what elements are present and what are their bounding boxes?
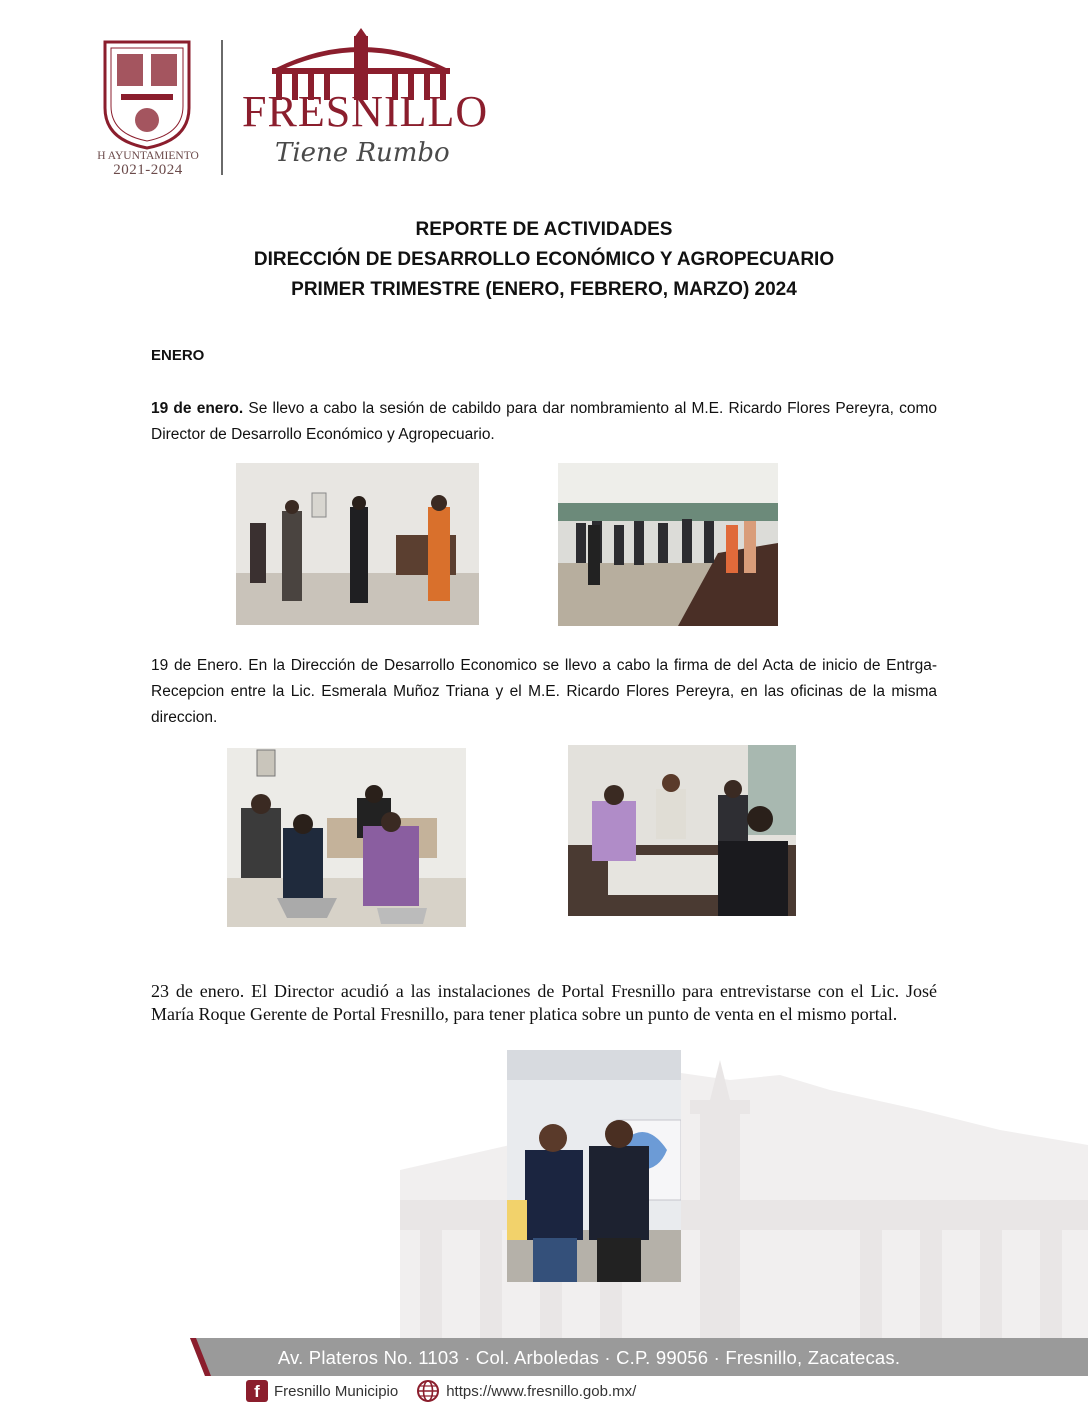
entry-date: 19 de enero. xyxy=(151,400,244,417)
photo-signing-meeting-2 xyxy=(568,745,796,916)
title-line-2: DIRECCIÓN DE DESARROLLO ECONÓMICO Y AGROPECUARIO xyxy=(253,249,835,270)
title-line-1: REPORTE DE ACTIVIDADES xyxy=(415,219,673,240)
seal-label-years: 2021-2024 xyxy=(113,162,183,178)
entry-paragraph-2: 19 de Enero. En la Dirección de Desarrollo Economico se llevo a cabo la firma de del Acta de inicio de Entrga-Recepcion entre la Lic. Esmerala Muñoz Triana y el M.E. Ricardo Flores Pereyra, en las oficinas de la misma direccion. xyxy=(151,657,937,726)
title-line-3: PRIMER TRIMESTRE (ENERO, FEBRERO, MARZO) 2024 xyxy=(291,279,797,300)
entry-paragraph-3: 23 de enero. El Director acudió a las instalaciones de Portal Fresnillo para entrevistarse con el Lic. José María Roque Gerente de Portal Fresnillo, para tener platica sobre un punto de venta en el mismo portal. xyxy=(151,981,937,1024)
footer-contacts xyxy=(246,1378,636,1404)
header-divider xyxy=(221,40,223,175)
photo-cabildo-session xyxy=(558,463,778,626)
facebook-link[interactable]: Fresnillo Municipio xyxy=(274,1382,399,1400)
entry-paragraph-1 xyxy=(151,396,937,448)
seal-label xyxy=(92,149,204,177)
report-title xyxy=(0,215,1088,305)
seal-label-title: H AYUNTAMIENTO xyxy=(97,150,199,162)
photo-signing-meeting-1 xyxy=(227,748,466,927)
month-heading: ENERO xyxy=(151,347,205,364)
facebook-icon: f xyxy=(246,1380,268,1402)
logo-wordmark: FRESNILLO xyxy=(242,87,489,136)
photo-cabildo-office xyxy=(236,463,479,625)
watermark-building xyxy=(400,1050,1088,1340)
entry-text: Se llevo a cabo la sesión de cabildo para dar nombramiento al M.E. Ricardo Flores Pereyra, como Director de Desarrollo Económico y Agropecuario. xyxy=(151,400,937,443)
footer-address: Av. Plateros No. 1103 · Col. Arboledas · C.P. 99056 · Fresnillo, Zacatecas. xyxy=(277,1347,901,1368)
globe-icon xyxy=(416,1379,440,1403)
website-link[interactable]: https://www.fresnillo.gob.mx/ xyxy=(446,1382,637,1400)
photo-portal-fresnillo xyxy=(507,1050,681,1282)
logo-tagline: Tiene Rumbo xyxy=(275,138,450,168)
